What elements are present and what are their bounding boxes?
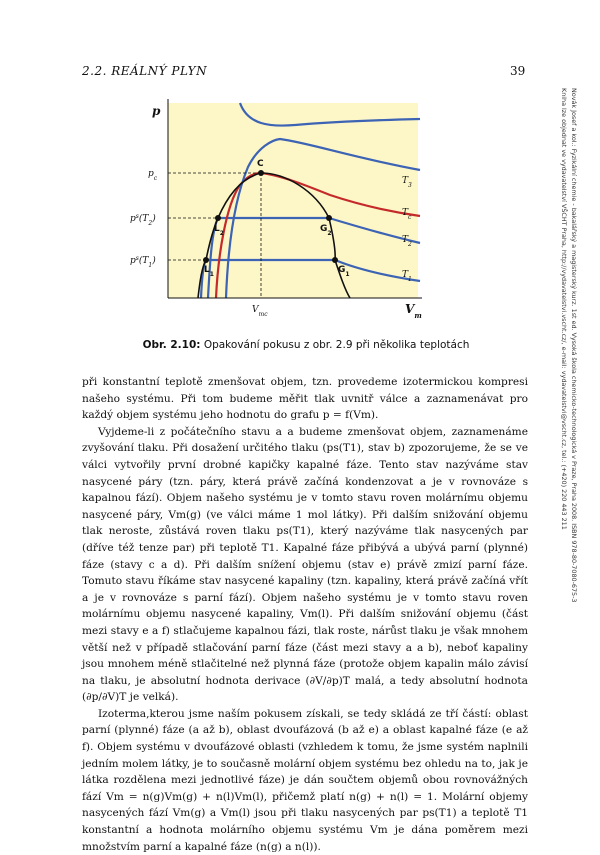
caption-label: Obr. 2.10: bbox=[142, 339, 201, 351]
t1-label: $T_1$ bbox=[402, 270, 412, 283]
tc-label: $T_c$ bbox=[402, 208, 412, 221]
page-number: 39 bbox=[510, 64, 526, 78]
paragraph-1: při konstantní teplotě zmenšovat objem, tzn. provedeme izotermickou kompresi našeho systému. Při tom budeme měřit tlak uvnitř válce a zaznamenávat pro každý objem systému jeho hodnotu do grafu p = f(Vm). bbox=[82, 376, 528, 422]
pc-label: $p_c$ bbox=[148, 169, 158, 182]
side-note-citation: Novák Josef a kol.: Fyzikální chemie - bakalářský a magisterský kurz. 1st ed. Vysoká škola chemicko-technologická v Praze, Praha 2008. ISBN 978-80-7080-675-3 bbox=[570, 88, 578, 603]
side-note-order-info: Kniha lze objednat ve vydavatelství VŠCHT Praha, http://vydavatelstvi.vscht.cz/, e-mail: vydavatelstvi@vscht.cz, tel.: (+420) 220 443 211 bbox=[560, 88, 568, 530]
paragraph-2: Vyjdeme-li z počátečního stavu a a budeme zmenšovat objem, zaznamenáme zvyšování tlaku. Při dosažení určitého tlaku (ps(T1), stav b) zpozorujeme, že se ve válci vytvořily první drobné kapičky kapalné fáze. Tento stav nazýváme stav nasycené páry (tzn. páry, která právě začíná kondenzovat a je v rovnováze s kapalnou fází). Objem našeho systému je v tomto stavu roven molárnímu objemu nasycené páry, Vm(g) (ve válci máme 1 mol látky). Při dalším snižování objemu tlak neroste, zůstává roven tlaku ps(T1), který nazýváme tlak nasycených par (dříve též tenze par) při teplotě T1. Kapalné fáze přibývá a ubývá parní (plynné) fáze (stavy c a d). Při dalším snížení objemu (stav e) právě zmizí parní fáze. Tomuto stavu říkáme stav nasycené kapaliny (tzn. kapaliny, která právě začíná vřít a je v rovnováze s parní fází). Objem našeho systému je v tomto stavu roven molárnímu objemu nasycené kapaliny, Vm(l). Při dalším snižování objemu (část mezi stavy e a f) stlačujeme kapalnou fázi, tlak roste, nárůst tlaku je však mnohem větší než v případě stlačování parní fáze (část mezi stavy a a b), neboť kapaliny jsou mnohem méně stlačitelné než plynná fáze (protože objem kapalin málo závisí na tlaku, je absolutní hodnota derivace (∂V/∂p)T malá, a tedy absolutní hodnota (∂p/∂V)T je velká). bbox=[82, 425, 528, 704]
point-c-label: C bbox=[257, 159, 264, 169]
point-g1-label: $G_1$ bbox=[338, 265, 350, 278]
body-text bbox=[82, 374, 528, 855]
point-l1-label: $L_1$ bbox=[204, 265, 214, 278]
side-note bbox=[548, 88, 582, 648]
x-axis-label: $V_m$ bbox=[405, 302, 422, 320]
point-g2-label: $G_2$ bbox=[320, 224, 332, 237]
point-c bbox=[258, 170, 264, 176]
running-header-section: 2.2. REÁLNÝ PLYN bbox=[82, 64, 208, 78]
ps1-label: $p^s(T_1)$ bbox=[130, 254, 156, 269]
isotherm-diagram bbox=[130, 95, 430, 320]
caption-text: Opakování pokusu z obr. 2.9 při několika teplotách bbox=[200, 339, 470, 351]
t2-label: $T_2$ bbox=[402, 235, 412, 248]
t3-label: $T_3$ bbox=[402, 176, 412, 189]
point-l1 bbox=[203, 257, 209, 263]
point-l2-label: $L_2$ bbox=[214, 224, 224, 237]
point-l2 bbox=[215, 215, 221, 221]
point-g2 bbox=[326, 215, 332, 221]
y-axis-label: p bbox=[152, 104, 161, 118]
figure-caption bbox=[86, 339, 526, 351]
ps2-label: $p^s(T_2)$ bbox=[130, 212, 156, 227]
vmc-label: $V_{mc}$ bbox=[252, 305, 268, 318]
point-g1 bbox=[332, 257, 338, 263]
paragraph-3: Izoterma,kterou jsme naším pokusem získali, se tedy skládá ze tří částí: oblast parní (plynné) fáze (a až b), oblast dvoufázová (b až e) a oblast kapalné fáze (e až f). Objem systému v dvoufázové oblasti (vzhledem k tomu, že jsme systém naplnili jedním molem látky, je to současně molární objem systému bez ohledu na to, jak je látka rozdělena mezi jednotlivé fáze) je dán součtem objemů obou rovnovážných fází Vm = n(g)Vm(g) + n(l)Vm(l), přičemž platí n(g) + n(l) = 1. Molární objemy nasycených fází Vm(g) a Vm(l) jsou při tlaku nasycených par ps(T1) a teplotě T1 konstantní a hodnota molárního objemu systému Vm je dána poměrem mezi množstvím parní a kapalné fáze (n(g) a n(l)). bbox=[82, 707, 528, 853]
